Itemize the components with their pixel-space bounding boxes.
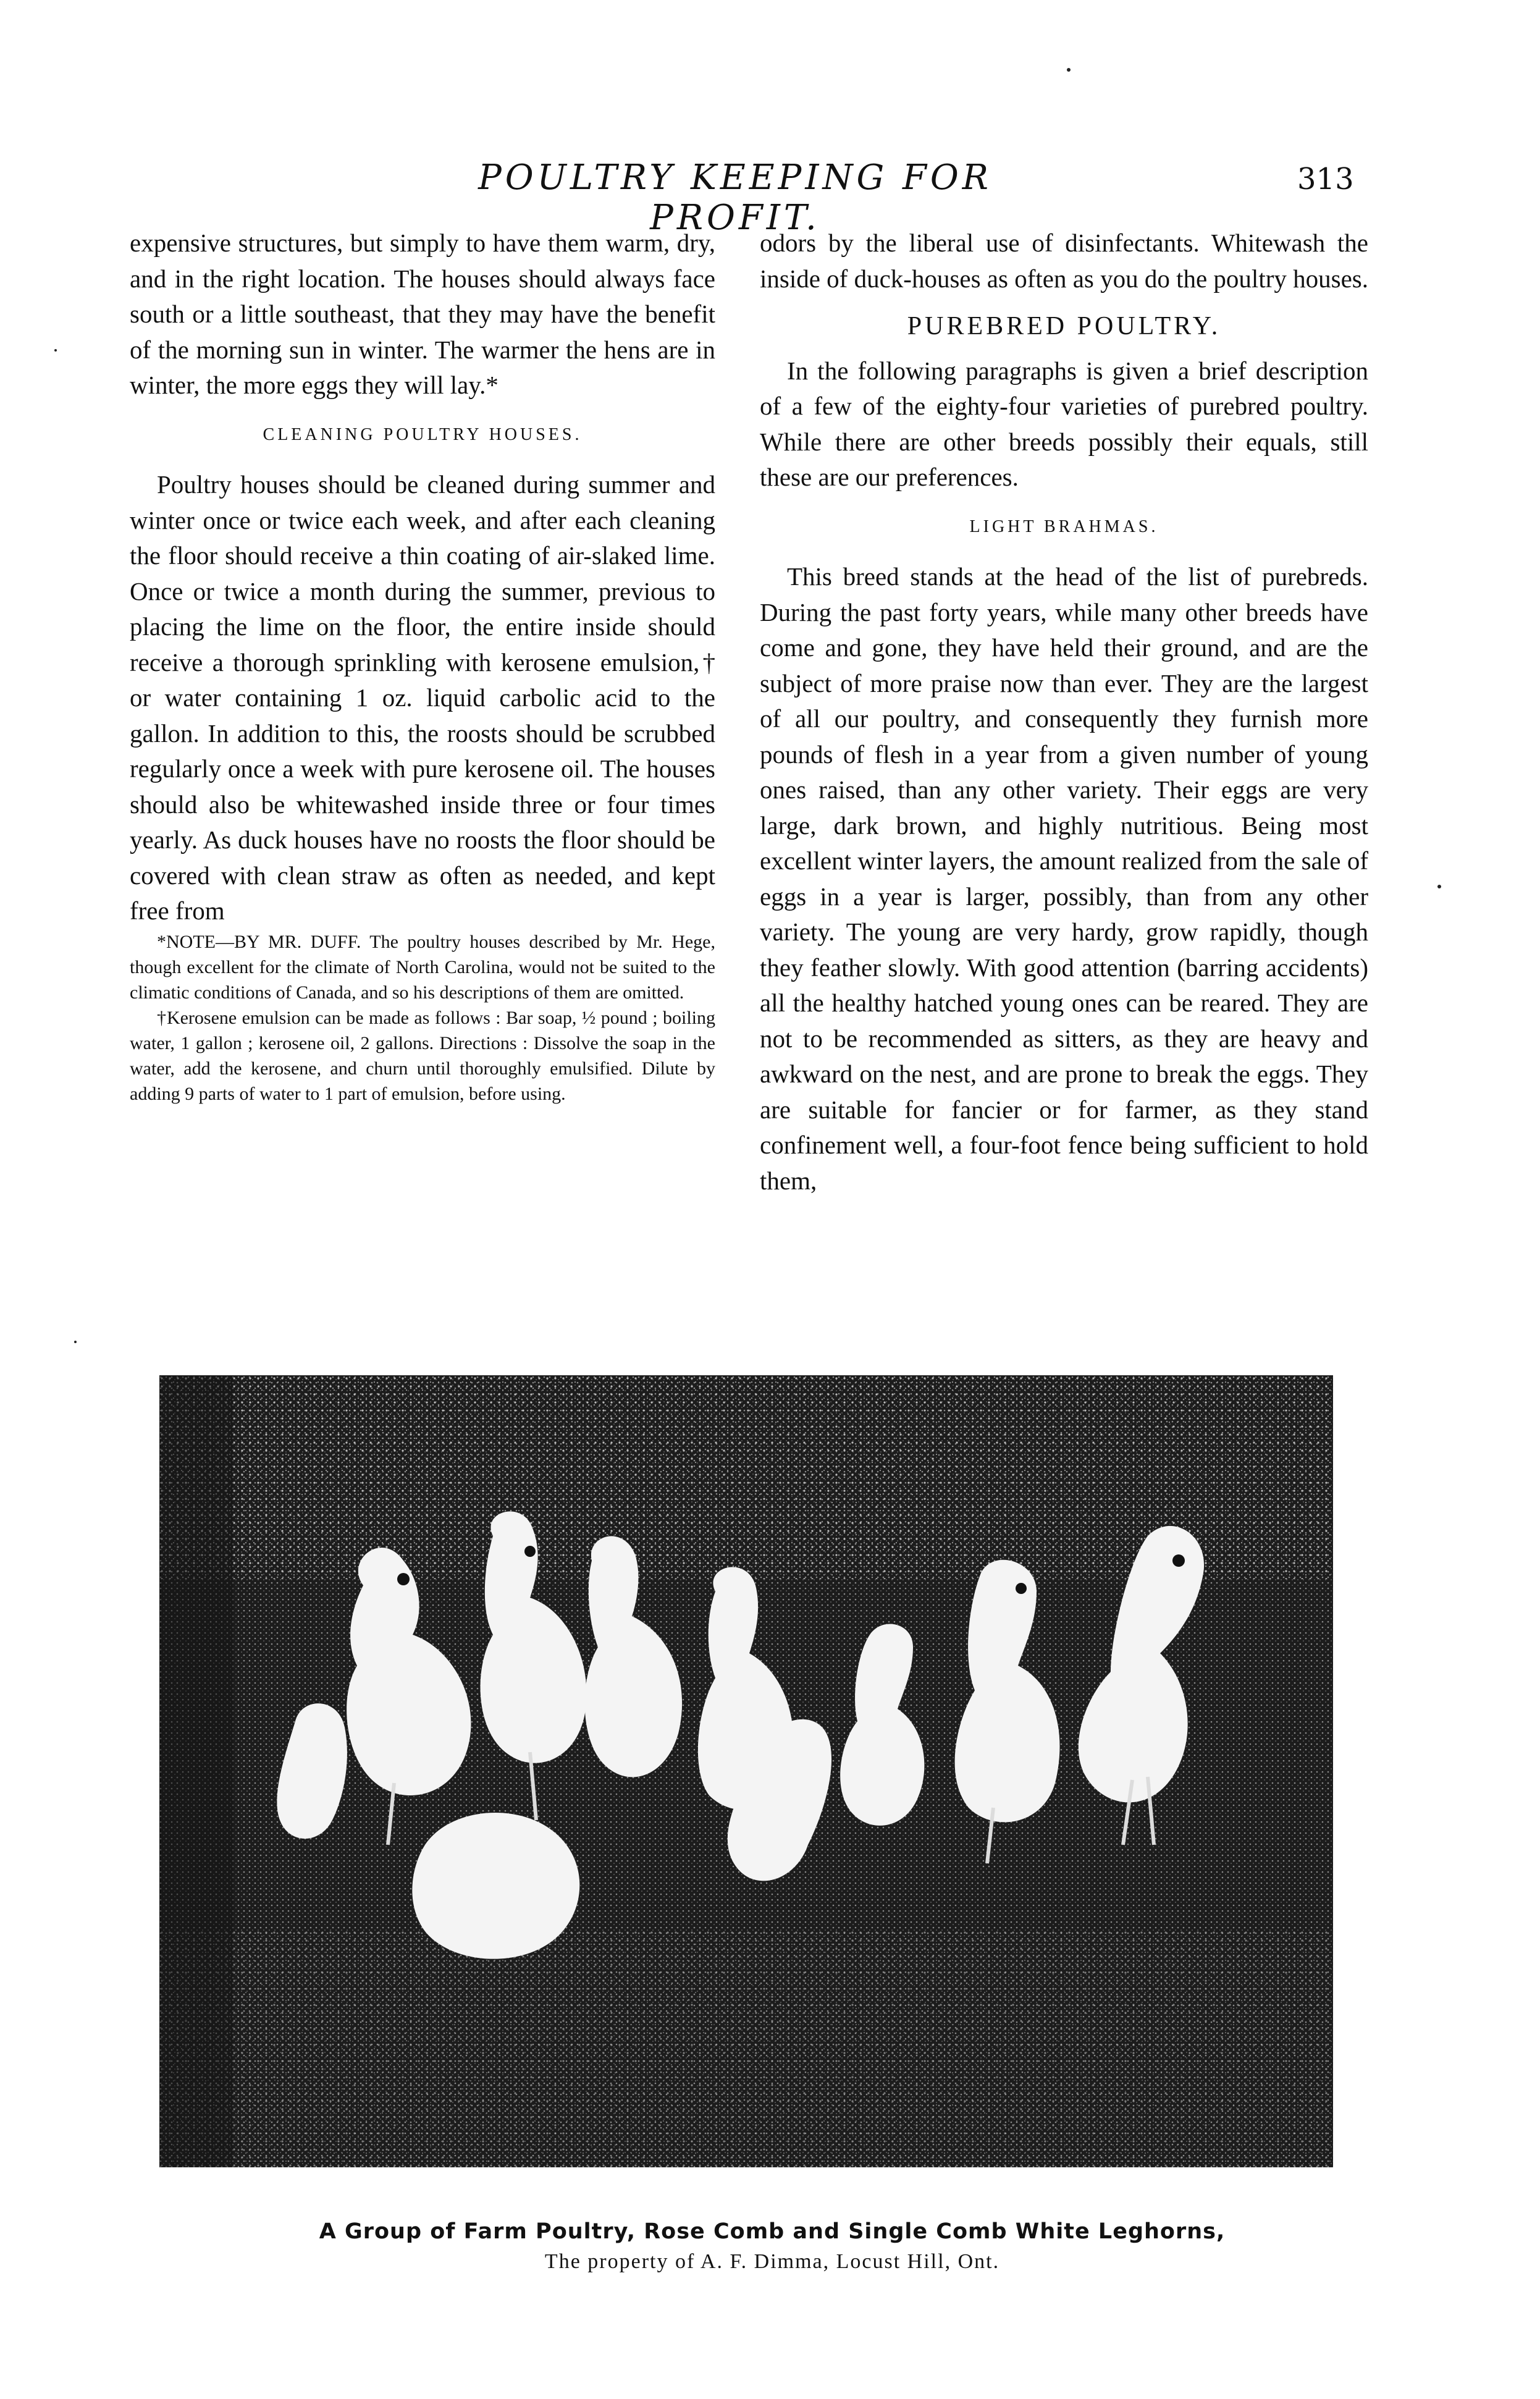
right-paragraph-2: In the following paragraphs is given a brief description of a few of the eighty-four varieties of purebred poultry. While there are other breeds possibly their equals, still these are our preferences.: [760, 356, 1368, 491]
footnote-note-by-mr-duff: *NOTE—BY MR. DUFF. The poultry houses described by Mr. Hege, though excellent for the climate of North Carolina, would not be suited to the climatic conditions of Canada, and so his descriptions of them are omitted.: [130, 931, 715, 1003]
heading-cleaning-poultry-houses: CLEANING POULTRY HOUSES.: [263, 424, 583, 444]
right-paragraph-3: This breed stands at the head of the list of purebreds. During the past forty years, while many other breeds have come and gone, they have held their ground, and are the subject of more praise now than ever. They are the largest of all our poultry, and consequently they furnish more pounds of flesh in a year from a given number of young ones raised, than any other variety. Their eggs are very large, dark brown, and highly nutritious. Being most excellent winter layers, the amount realized from the sale of eggs in a year is larger, possibly, than from any other variety. The young are very hardy, grow rapidly, though they feather slowly. With good attention (barring accidents) all the healthy hatched young ones can be reared. They are not to be recommended as sitters, as they are heavy and awkward on the nest, and are prone to break the eggs. They are suitable for fancier or for farmer, as they stand confinement well, a four-foot fence being sufficient to hold them,: [760, 562, 1368, 1195]
running-title: POULTRY KEEPING FOR PROFIT.: [478, 158, 992, 238]
poultry-photograph: [159, 1375, 1333, 2167]
footnote-kerosene-emulsion: †Kerosene emulsion can be made as follows : Bar soap, ½ pound ; boiling water, 1 gallon ; kerosene oil, 2 gallons. Directions : Dissolve the soap in the water, add the kerosene, and churn until thoroughly emulsified. Dilute by adding 9 parts of water to 1 part of emulsion, before using.: [130, 1007, 715, 1104]
heading-light-brahmas: LIGHT BRAHMAS.: [969, 516, 1159, 536]
left-paragraph-1: expensive structures, but simply to have them warm, dry, and in the right location. The houses should always face south or a little southeast, that they may have the benefit of the morning sun in winter. The warmer the hens are in winter, the more eggs they will lay.*: [130, 229, 715, 399]
poultry-photo-illustration: [159, 1375, 1333, 2167]
scan-speck: [1067, 68, 1071, 72]
heading-purebred-poultry: PUREBRED POULTRY.: [907, 312, 1221, 340]
right-column: [760, 226, 1368, 1199]
right-paragraph-1: odors by the liberal use of disinfectants. Whitewash the inside of duck-houses as often as you do the poultry houses.: [760, 229, 1368, 293]
scan-speck: [1437, 885, 1441, 888]
left-column: [130, 226, 715, 1107]
page-number: 313: [1297, 162, 1354, 196]
figure-credit: The property of A. F. Dimma, Locust Hill, Ont.: [544, 2250, 1000, 2273]
scan-speck: [74, 1341, 77, 1343]
scan-speck: [54, 349, 57, 352]
left-paragraph-2: Poultry houses should be cleaned during summer and winter once or twice each week, and after each cleaning the floor should receive a thin coating of air-slaked lime. Once or twice a month during the summer, previous to placing the lime on the floor, the entire inside should receive a thorough sprinkling with kerosene emulsion,† or water containing 1 oz. liquid carbolic acid to the gallon. In addition to this, the roosts should be scrubbed regularly once a week with pure kerosene oil. The houses should also be whitewashed inside three or four times yearly. As duck houses have no roosts the floor should be covered with clean straw as often as needed, and kept free from: [130, 470, 715, 925]
figure-caption: A Group of Farm Poultry, Rose Comb and Single Comb White Leghorns,: [319, 2219, 1226, 2244]
